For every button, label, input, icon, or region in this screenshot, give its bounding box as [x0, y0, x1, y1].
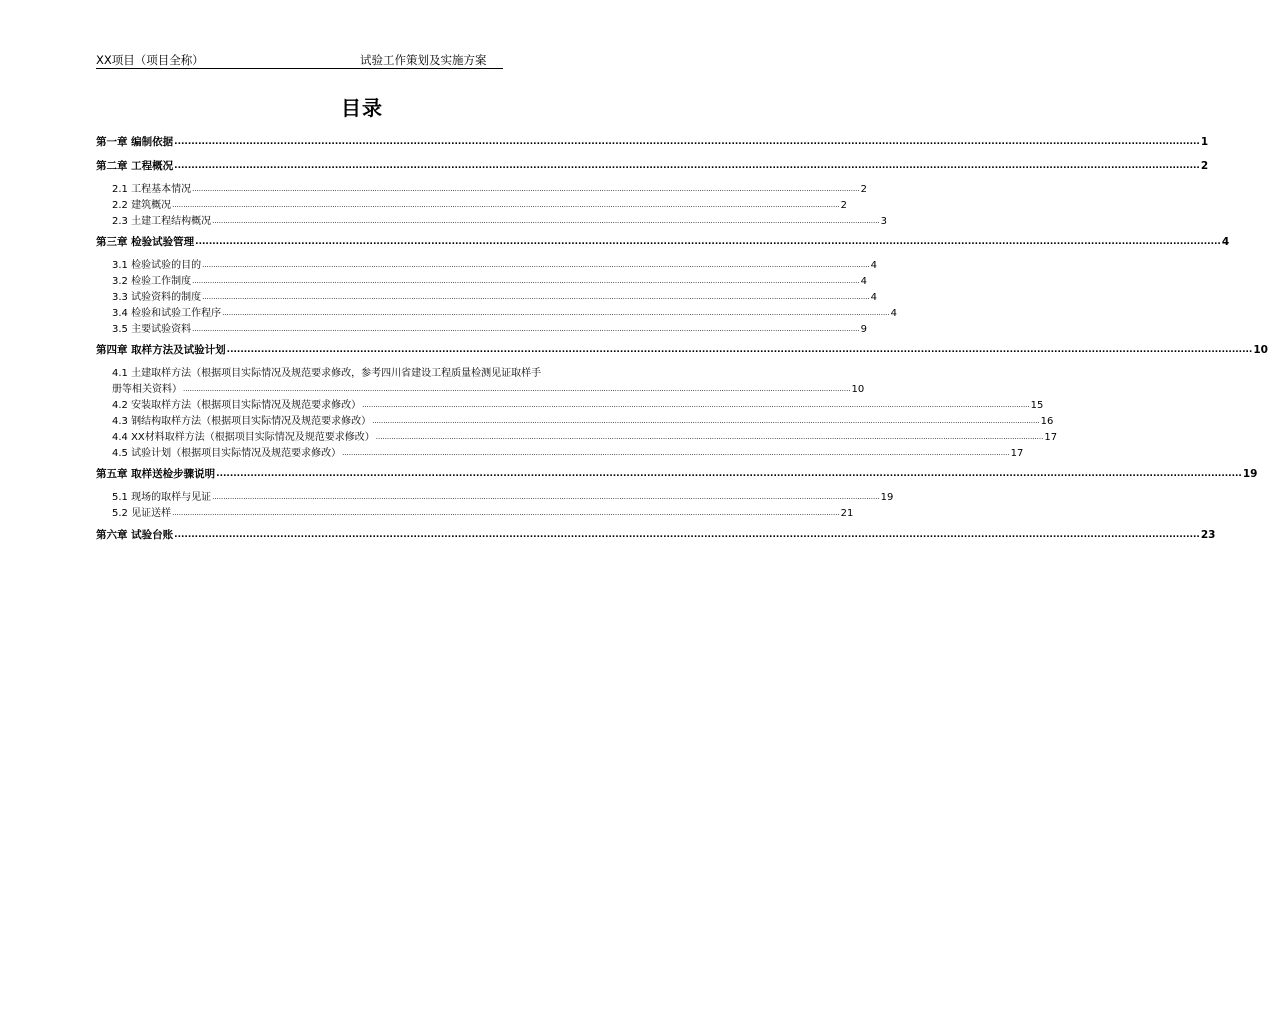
leader-dots: ............................................................................................................................................................................................................................................................................................................: [192, 185, 860, 193]
leader-dots: ............................................................................................................................................................................................................................................................................................................: [222, 308, 890, 317]
toc-entry-label: 5.1 现场的取样与见证: [112, 492, 212, 504]
toc-section-3-4[interactable]: [96, 306, 897, 322]
toc-page-number: 4: [870, 291, 877, 303]
toc-page-number: 16: [1040, 415, 1054, 427]
toc-page-number: 10: [1253, 344, 1268, 357]
toc-section-4-2[interactable]: [96, 398, 1044, 414]
toc-page-number: 2: [840, 199, 847, 211]
toc-entry-label: 4.3 钢结构取样方法（根据项目实际情况及规范要求修改）: [112, 415, 372, 427]
toc-section-2-2[interactable]: [96, 198, 847, 214]
toc-page-number: 10: [851, 384, 865, 396]
toc-entry-label: 第五章 取样送检步骤说明: [96, 468, 216, 481]
toc-page-number: 4: [870, 260, 877, 272]
toc-entry-label: 册等相关资料）: [112, 384, 182, 396]
toc-page-number: 9: [860, 323, 867, 335]
toc-section-2-1[interactable]: [96, 182, 867, 198]
toc-page-number: 2: [860, 184, 867, 195]
toc-section-3-3[interactable]: [96, 290, 877, 306]
toc-section-3-1[interactable]: [96, 258, 877, 274]
leader-dots: ............................................................................................................................................................................................................................................................................................................: [362, 401, 1030, 410]
table-of-contents: [96, 131, 1268, 546]
leader-dots: ............................................................................................................................................................................................................................................................................................................: [216, 469, 1242, 480]
toc-entry-label: 4.2 安装取样方法（根据项目实际情况及规范要求修改）: [112, 400, 362, 412]
leader-dots: ............................................................................................................................................................................................................................................................................................................: [195, 237, 1221, 248]
header-document-title: 试验工作策划及实施方案: [360, 53, 487, 67]
toc-entry-label: 3.3 试验资料的制度: [112, 291, 202, 303]
toc-entry-label: 第三章 检验试验管理: [96, 236, 195, 249]
toc-entry-label: 3.2 检验工作制度: [112, 276, 192, 288]
toc-page-number: 17: [1044, 431, 1058, 443]
toc-page-number: 19: [1242, 468, 1258, 481]
leader-dots: ............................................................................................................................................................................................................................................................................................................: [372, 416, 1040, 425]
toc-entry-label: 第二章 工程概况: [96, 160, 174, 172]
toc-chapter-3[interactable]: [96, 231, 1230, 253]
leader-dots: ............................................................................................................................................................................................................................................................................................................: [212, 493, 880, 502]
toc-page-number: 2: [1200, 160, 1209, 172]
toc-section-4-1-line1[interactable]: 4.1 土建取样方法（根据项目实际情况及规范要求修改，参考四川省建设工程质量检测见证取样手: [112, 368, 542, 380]
toc-entry-label: 3.4 检验和试验工作程序: [112, 307, 222, 319]
toc-chapter-2[interactable]: [96, 155, 1209, 177]
toc-title: 目录: [341, 96, 383, 120]
toc-entry-label: 第六章 试验台账: [96, 528, 174, 541]
leader-dots: ............................................................................................................................................................................................................................................................................................................: [202, 261, 870, 270]
toc-page-number: 23: [1200, 528, 1216, 541]
toc-entry-label: 2.3 土建工程结构概况: [112, 215, 212, 227]
toc-entry-label: 2.1 工程基本情况: [112, 184, 192, 195]
toc-page-number: 17: [1010, 447, 1024, 459]
toc-section-3-5[interactable]: [96, 322, 867, 338]
toc-section-2-3[interactable]: [96, 214, 887, 230]
toc-page-number: 15: [1030, 400, 1044, 412]
toc-section-4-3[interactable]: [96, 414, 1054, 430]
toc-page-number: 4: [1221, 236, 1230, 249]
toc-entry-label: 4.4 XX材料取样方法（根据项目实际情况及规范要求修改）: [112, 431, 375, 443]
toc-page-number: 1: [1200, 136, 1209, 148]
toc-section-4-4[interactable]: [96, 430, 1058, 446]
leader-dots: ............................................................................................................................................................................................................................................................................................................: [375, 432, 1044, 441]
leader-dots: ............................................................................................................................................................................................................................................................................................................: [172, 509, 840, 518]
toc-page-number: 3: [880, 215, 887, 227]
leader-dots: ............................................................................................................................................................................................................................................................................................................: [174, 137, 1200, 147]
leader-dots: ............................................................................................................................................................................................................................................................................................................: [174, 161, 1200, 171]
toc-entry-label: 3.5 主要试验资料: [112, 323, 192, 335]
toc-entry-label: 2.2 建筑概况: [112, 199, 172, 211]
toc-chapter-4[interactable]: [96, 339, 1268, 361]
toc-section-5-2[interactable]: [96, 506, 854, 522]
leader-dots: ............................................................................................................................................................................................................................................................................................................: [174, 529, 1200, 540]
toc-section-5-1[interactable]: [96, 490, 894, 506]
toc-page-number: 4: [860, 276, 867, 288]
leader-dots: ............................................................................................................................................................................................................................................................................................................: [192, 324, 860, 333]
toc-entry-label: 第四章 取样方法及试验计划: [96, 344, 226, 357]
header-project-name: XX项目（项目全称）: [96, 53, 204, 67]
toc-section-4-5[interactable]: [96, 446, 1024, 462]
toc-page-number: 19: [880, 492, 894, 504]
toc-page-number: 21: [840, 508, 854, 520]
leader-dots: ............................................................................................................................................................................................................................................................................................................: [183, 385, 851, 394]
toc-entry-label: 5.2 见证送样: [112, 508, 172, 520]
toc-entry-label: 第一章 编制依据: [96, 136, 174, 148]
toc-entry-label: 3.1 检验试验的目的: [112, 260, 202, 272]
toc-chapter-1[interactable]: [96, 131, 1209, 153]
leader-dots: ............................................................................................................................................................................................................................................................................................................: [192, 277, 860, 286]
leader-dots: ............................................................................................................................................................................................................................................................................................................: [342, 448, 1010, 457]
toc-section-3-2[interactable]: [96, 274, 867, 290]
toc-page-number: 4: [890, 307, 897, 319]
toc-chapter-5[interactable]: [96, 463, 1258, 485]
toc-entry-label: 4.5 试验计划（根据项目实际情况及规范要求修改）: [112, 447, 342, 459]
leader-dots: ............................................................................................................................................................................................................................................................................................................: [226, 345, 1253, 356]
toc-section-4-1[interactable]: [96, 382, 865, 398]
leader-dots: ............................................................................................................................................................................................................................................................................................................: [212, 216, 880, 225]
page-header: [96, 52, 503, 69]
toc-chapter-6[interactable]: [96, 524, 1216, 546]
leader-dots: ............................................................................................................................................................................................................................................................................................................: [172, 200, 840, 209]
leader-dots: ............................................................................................................................................................................................................................................................................................................: [202, 292, 870, 301]
